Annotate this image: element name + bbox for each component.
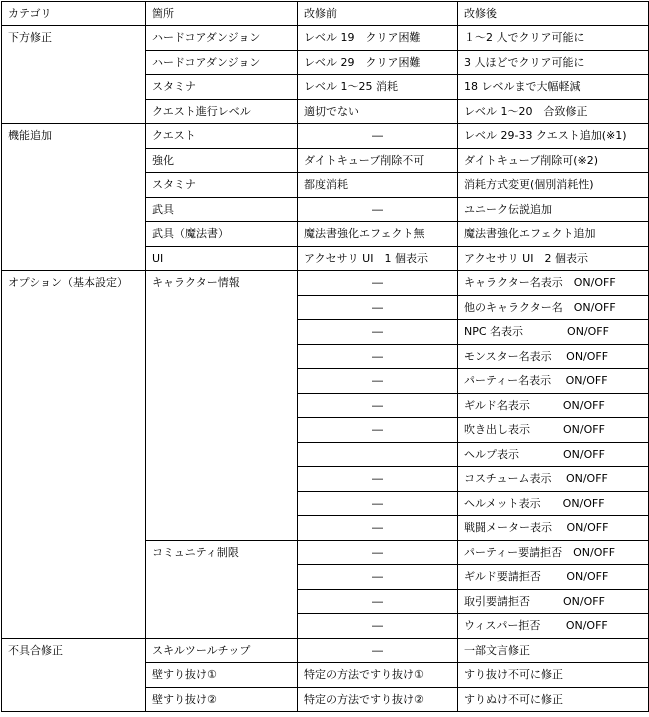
before-cell: 特定の方法ですり抜け① xyxy=(298,663,458,688)
location-cell: スタミナ xyxy=(146,173,298,198)
location-cell: ハードコアダンジョン xyxy=(146,50,298,75)
before-cell: ― xyxy=(298,491,458,516)
table-body xyxy=(2,26,649,712)
before-cell: ― xyxy=(298,344,458,369)
location-cell: スキルツールチップ xyxy=(146,638,298,663)
location-cell: 武具 xyxy=(146,197,298,222)
before-cell: ― xyxy=(298,565,458,590)
before-cell: 魔法書強化エフェクト無 xyxy=(298,222,458,247)
after-cell: 戦闘メーター表示 ON/OFF xyxy=(458,516,649,541)
after-cell: 吹き出し表示 ON/OFF xyxy=(458,418,649,443)
after-cell: 魔法書強化エフェクト追加 xyxy=(458,222,649,247)
before-cell: ― xyxy=(298,516,458,541)
after-cell: パーティー名表示 ON/OFF xyxy=(458,369,649,394)
category-cell: 不具合修正 xyxy=(2,638,146,712)
before-cell: 適切でない xyxy=(298,99,458,124)
after-cell: すりぬけ不可に修正 xyxy=(458,687,649,712)
header-before: 改修前 xyxy=(298,2,458,26)
location-cell: クエスト xyxy=(146,124,298,149)
location-cell: 壁すり抜け② xyxy=(146,687,298,712)
before-cell: レベル 1～25 消耗 xyxy=(298,75,458,100)
header-location: 箇所 xyxy=(146,2,298,26)
location-cell: ハードコアダンジョン xyxy=(146,26,298,51)
after-cell: モンスター名表示 ON/OFF xyxy=(458,344,649,369)
category-cell: 下方修正 xyxy=(2,26,146,124)
after-cell: 一部文言修正 xyxy=(458,638,649,663)
update-changes-table xyxy=(1,1,649,712)
before-cell: ― xyxy=(298,540,458,565)
before-cell: ― xyxy=(298,271,458,296)
before-cell: ― xyxy=(298,369,458,394)
before-cell: ― xyxy=(298,295,458,320)
after-cell: パーティー要請拒否 ON/OFF xyxy=(458,540,649,565)
before-cell: レベル 29 クリア困難 xyxy=(298,50,458,75)
before-cell: ― xyxy=(298,393,458,418)
before-cell: ― xyxy=(298,197,458,222)
after-cell: 18 レベルまで大幅軽減 xyxy=(458,75,649,100)
category-cell: 機能追加 xyxy=(2,124,146,271)
before-cell xyxy=(298,442,458,467)
after-cell: ギルド要請拒否 ON/OFF xyxy=(458,565,649,590)
after-cell: すり抜け不可に修正 xyxy=(458,663,649,688)
before-cell: ― xyxy=(298,589,458,614)
before-cell: ― xyxy=(298,467,458,492)
before-cell: アクセサリ UI 1 個表示 xyxy=(298,246,458,271)
after-cell: ダイトキューブ削除可(※2) xyxy=(458,148,649,173)
location-cell: コミュニティ制限 xyxy=(146,540,298,638)
after-cell: ヘルプ表示 ON/OFF xyxy=(458,442,649,467)
header-category: カテゴリ xyxy=(2,2,146,26)
after-cell: アクセサリ UI 2 個表示 xyxy=(458,246,649,271)
before-cell: 特定の方法ですり抜け② xyxy=(298,687,458,712)
after-cell: 消耗方式変更(個別消耗性) xyxy=(458,173,649,198)
after-cell: コスチューム表示 ON/OFF xyxy=(458,467,649,492)
location-cell: クエスト進行レベル xyxy=(146,99,298,124)
table-header xyxy=(2,2,649,26)
before-cell: ― xyxy=(298,418,458,443)
category-cell: オプション（基本設定） xyxy=(2,271,146,639)
table-row xyxy=(2,26,649,51)
after-cell: ギルド名表示 ON/OFF xyxy=(458,393,649,418)
after-cell: ウィスパー拒否 ON/OFF xyxy=(458,614,649,639)
before-cell: ― xyxy=(298,638,458,663)
after-cell: NPC 名表示 ON/OFF xyxy=(458,320,649,345)
before-cell: 都度消耗 xyxy=(298,173,458,198)
after-cell: レベル 29-33 クエスト追加(※1) xyxy=(458,124,649,149)
after-cell: １～2 人でクリア可能に xyxy=(458,26,649,51)
location-cell: キャラクター情報 xyxy=(146,271,298,541)
location-cell: 強化 xyxy=(146,148,298,173)
location-cell: スタミナ xyxy=(146,75,298,100)
location-cell: 壁すり抜け① xyxy=(146,663,298,688)
before-cell: ダイトキューブ削除不可 xyxy=(298,148,458,173)
header-row xyxy=(2,2,649,26)
location-cell: 武具（魔法書） xyxy=(146,222,298,247)
after-cell: 他のキャラクター名 ON/OFF xyxy=(458,295,649,320)
before-cell: ― xyxy=(298,124,458,149)
table-row xyxy=(2,124,649,149)
location-cell: UI xyxy=(146,246,298,271)
after-cell: レベル 1～20 合致修正 xyxy=(458,99,649,124)
before-cell: ― xyxy=(298,320,458,345)
header-after: 改修後 xyxy=(458,2,649,26)
after-cell: ユニーク伝説追加 xyxy=(458,197,649,222)
after-cell: 3 人ほどでクリア可能に xyxy=(458,50,649,75)
before-cell: ― xyxy=(298,614,458,639)
after-cell: ヘルメット表示 ON/OFF xyxy=(458,491,649,516)
table-row xyxy=(2,271,649,296)
after-cell: キャラクター名表示 ON/OFF xyxy=(458,271,649,296)
after-cell: 取引要請拒否 ON/OFF xyxy=(458,589,649,614)
before-cell: レベル 19 クリア困難 xyxy=(298,26,458,51)
table-row xyxy=(2,638,649,663)
